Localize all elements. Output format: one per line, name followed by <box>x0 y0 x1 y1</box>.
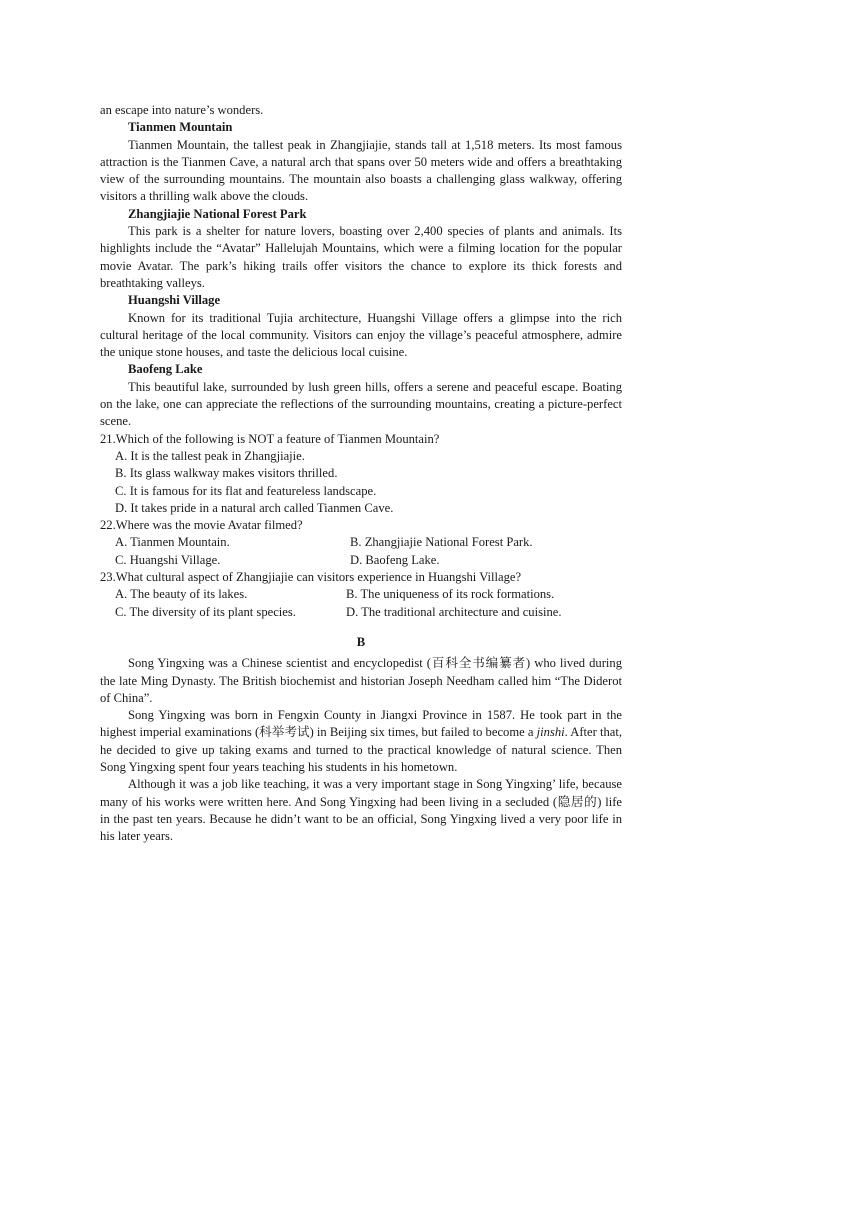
paragraph-italic-term: jinshi <box>536 725 565 740</box>
option-a: A. It is the tallest peak in Zhangjiajie. <box>115 448 305 463</box>
option-c: C. It is famous for its flat and featureless landscape. <box>115 483 377 498</box>
section-title: Tianmen Mountain <box>128 120 233 135</box>
section-huangshi <box>100 292 622 361</box>
passage-a-intro-tail: an escape into nature’s wonders. <box>100 103 264 117</box>
passage-b-paragraph-2 <box>100 707 622 776</box>
option-b: B. The uniqueness of its rock formations. <box>346 587 555 602</box>
section-baofeng <box>100 361 622 430</box>
section-body: This beautiful lake, surrounded by lush green hills, offers a serene and peaceful escape. Boating on the lake, one can appreciate the reflections of the surrounding mountains, creating a picture-perfect scene. <box>100 379 622 429</box>
question-21 <box>100 431 622 517</box>
question-stem: 23.What cultural aspect of Zhangjiajie can visitors experience in Huangshi Village? <box>100 570 522 585</box>
question-stem: 21.Which of the following is NOT a feature of Tianmen Mountain? <box>100 431 440 446</box>
paragraph-text: . After that, he decided to give up taking exams and turned to the practical knowledge of natural science. Then Song Yingxing spent four years teaching his students in his hometown. <box>100 725 622 774</box>
option-row <box>100 534 622 551</box>
option-row <box>100 604 622 621</box>
section-body: This park is a shelter for nature lovers, boasting over 2,400 species of plants and animals. Its highlights include the “Avatar” Hallelujah Mountains, which were a filming location for the popular movie Avatar. The park’s hiking trails offer visitors the chance to explore its thick forests and breathtaking valleys. <box>100 224 622 290</box>
passage-b-paragraph-1: Song Yingxing was a Chinese scientist and encyclopedist (百科全书编纂者) who lived during the late Ming Dynasty. The British biochemist and historian Joseph Needham called him “The Diderot of China”. <box>100 656 622 705</box>
option-d: D. Baofeng Lake. <box>350 552 440 567</box>
option-d: D. It takes pride in a natural arch called Tianmen Cave. <box>115 500 394 515</box>
section-title: Huangshi Village <box>128 293 221 308</box>
section-tianmen <box>100 119 622 205</box>
question-stem: 22.Where was the movie Avatar filmed? <box>100 518 303 533</box>
section-body: Known for its traditional Tujia architecture, Huangshi Village offers a glimpse into the rich cultural heritage of the local community. Visitors can enjoy the village’s peaceful atmosphere, admire the unique stone houses, and taste the delicious local cuisine. <box>100 310 622 360</box>
option-b: B. Its glass walkway makes visitors thrilled. <box>115 466 338 481</box>
section-title: Zhangjiajie National Forest Park <box>128 206 307 221</box>
option-c: C. Huangshi Village. <box>115 552 221 567</box>
section-title: Baofeng Lake <box>128 362 203 377</box>
option-a: A. Tianmen Mountain. <box>115 535 230 550</box>
question-22 <box>100 517 622 569</box>
option-row <box>100 552 622 569</box>
paragraph-text: Song Yingxing was born in Fengxin County in Jiangxi Province in 1587. He took part in the highest imperial examinations (科举考试) in Beijing six times, but failed to become a <box>100 708 622 740</box>
option-d: D. The traditional architecture and cuisine. <box>346 604 562 619</box>
question-23 <box>100 569 622 621</box>
option-b: B. Zhangjiajie National Forest Park. <box>350 535 533 550</box>
section-body: Tianmen Mountain, the tallest peak in Zhangjiajie, stands tall at 1,518 meters. Its most famous attraction is the Tianmen Cave, a natural arch that spans over 50 meters wide and offers a breathtaking view of the surrounding mountains. The mountain also boasts a challenging glass walkway, offering visitors a thrilling walk above the clouds. <box>100 137 622 204</box>
passage-b-paragraph-3: Although it was a job like teaching, it was a very important stage in Song Yingxing’ life, because many of his works were written here. And Song Yingxing had been living in a secluded (隐居的) life in the past ten years. Because he didn’t want to be an official, Song Yingxing lived a very poor life in his later years. <box>100 777 622 844</box>
section-forest-park <box>100 206 622 292</box>
passage-b-label: B <box>356 634 366 649</box>
option-row <box>100 586 622 603</box>
option-a: A. The beauty of its lakes. <box>115 587 248 602</box>
option-c: C. The diversity of its plant species. <box>115 604 296 619</box>
